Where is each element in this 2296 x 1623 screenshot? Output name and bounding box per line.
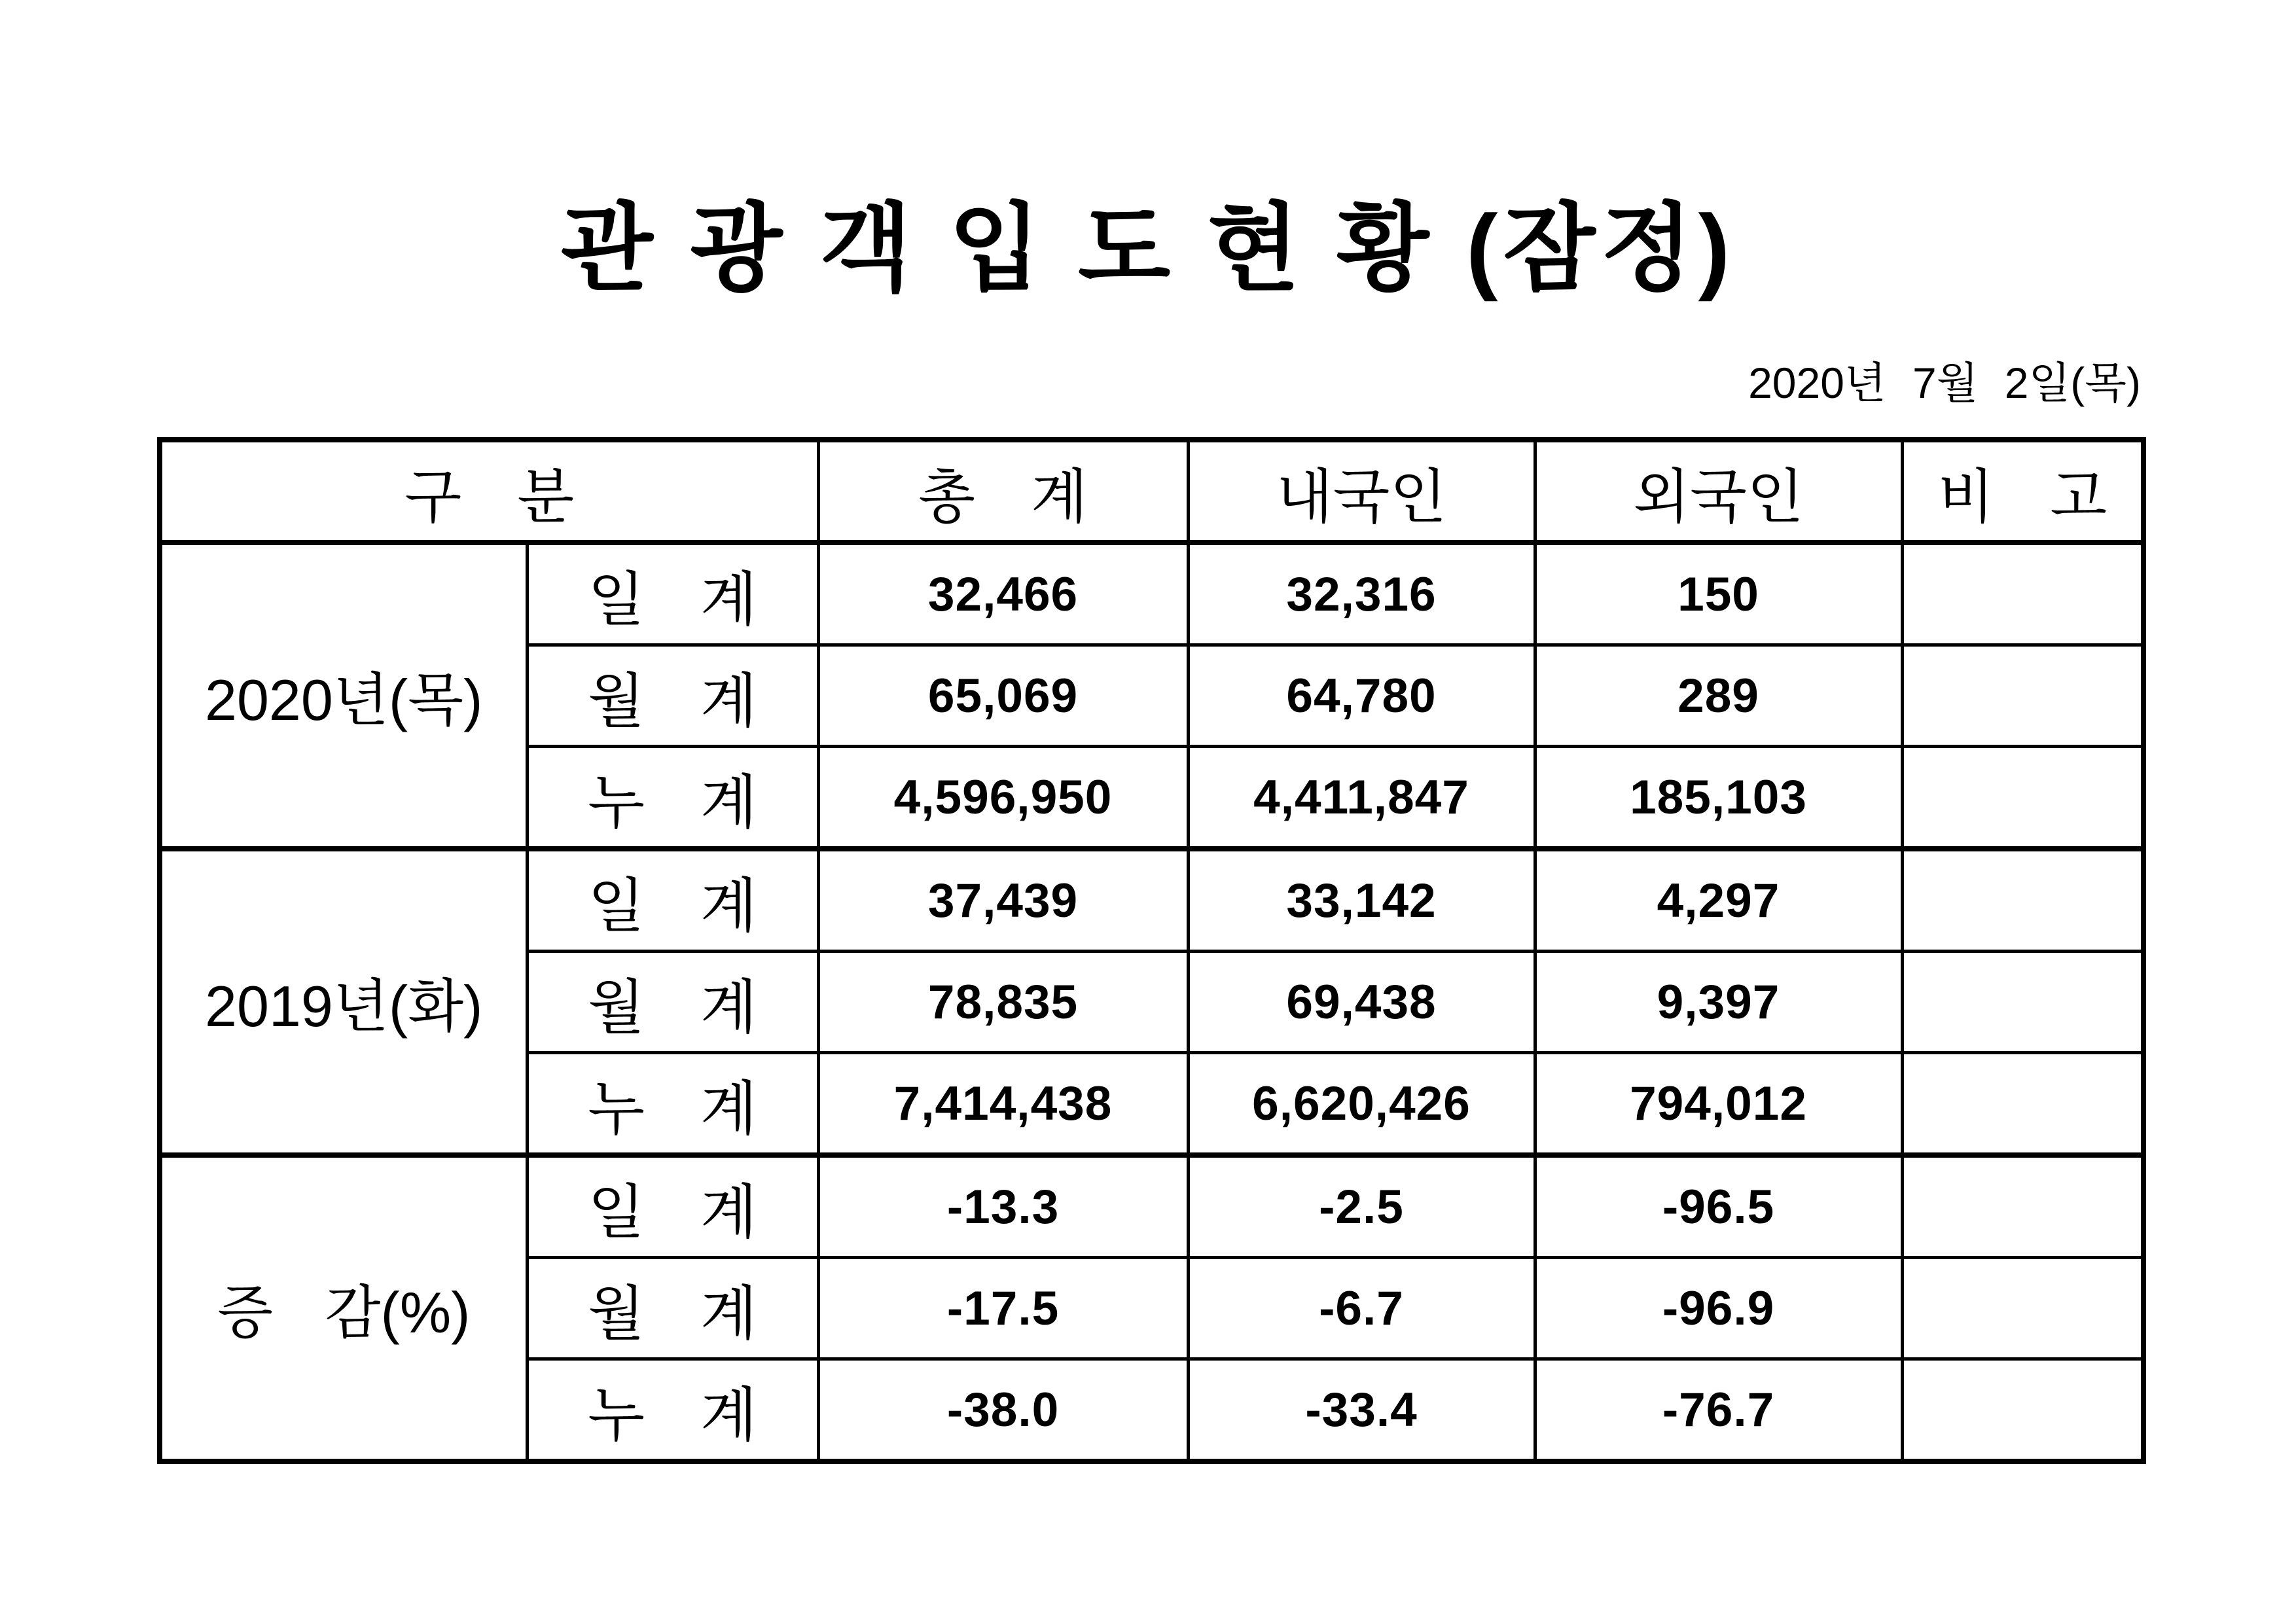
report-date: 2020년 7월 2일(목) (1748, 359, 2141, 407)
value-note (1902, 747, 2144, 849)
row-label-daily: 일 계 (527, 543, 818, 645)
value-foreign: 794,012 (1535, 1053, 1902, 1156)
group-label-2019: 2019년(화) (160, 849, 527, 1155)
header-domestic: 내국인 (1188, 440, 1535, 543)
value-total: -38.0 (818, 1359, 1188, 1462)
value-domestic: 6,620,426 (1188, 1053, 1535, 1156)
header-category: 구 분 (160, 440, 818, 543)
value-domestic: -33.4 (1188, 1359, 1535, 1462)
value-total: -17.5 (818, 1258, 1188, 1359)
table-row (160, 849, 2144, 952)
value-total: 37,439 (818, 849, 1188, 952)
value-note (1902, 1258, 2144, 1359)
row-label-cumulative: 누 계 (527, 1359, 818, 1462)
row-label-cumulative: 누 계 (527, 747, 818, 849)
value-note (1902, 1155, 2144, 1258)
value-note (1902, 1053, 2144, 1156)
value-note (1902, 645, 2144, 747)
value-foreign: 289 (1535, 645, 1902, 747)
table-row (160, 1155, 2144, 1258)
group-label-change-pct: 증 감(%) (160, 1155, 527, 1461)
value-total: -13.3 (818, 1155, 1188, 1258)
value-domestic: 32,316 (1188, 543, 1535, 645)
value-note (1902, 1359, 2144, 1462)
value-domestic: 69,438 (1188, 952, 1535, 1053)
value-foreign: -96.9 (1535, 1258, 1902, 1359)
value-foreign: -76.7 (1535, 1359, 1902, 1462)
value-total: 32,466 (818, 543, 1188, 645)
page-title: 관 광 객 입 도 현 황 (잠정) (560, 195, 1736, 302)
value-note (1902, 543, 2144, 645)
value-domestic: 64,780 (1188, 645, 1535, 747)
header-foreign: 외국인 (1535, 440, 1902, 543)
row-label-cumulative: 누 계 (527, 1053, 818, 1156)
value-foreign: 150 (1535, 543, 1902, 645)
row-label-daily: 일 계 (527, 849, 818, 952)
value-domestic: 4,411,847 (1188, 747, 1535, 849)
value-foreign: -96.5 (1535, 1155, 1902, 1258)
value-domestic: -6.7 (1188, 1258, 1535, 1359)
row-label-monthly: 월 계 (527, 1258, 818, 1359)
tourist-arrivals-table (157, 437, 2146, 1464)
value-total: 78,835 (818, 952, 1188, 1053)
header-total: 총 계 (818, 440, 1188, 543)
value-domestic: -2.5 (1188, 1155, 1535, 1258)
value-note (1902, 952, 2144, 1053)
row-label-monthly: 월 계 (527, 952, 818, 1053)
value-domestic: 33,142 (1188, 849, 1535, 952)
value-total: 65,069 (818, 645, 1188, 747)
table-row (160, 543, 2144, 645)
header-row (160, 440, 2144, 543)
value-foreign: 185,103 (1535, 747, 1902, 849)
row-label-daily: 일 계 (527, 1155, 818, 1258)
value-total: 4,596,950 (818, 747, 1188, 849)
group-label-2020: 2020년(목) (160, 543, 527, 849)
value-foreign: 4,297 (1535, 849, 1902, 952)
header-note: 비 고 (1902, 440, 2144, 543)
value-total: 7,414,438 (818, 1053, 1188, 1156)
value-foreign: 9,397 (1535, 952, 1902, 1053)
row-label-monthly: 월 계 (527, 645, 818, 747)
value-note (1902, 849, 2144, 952)
